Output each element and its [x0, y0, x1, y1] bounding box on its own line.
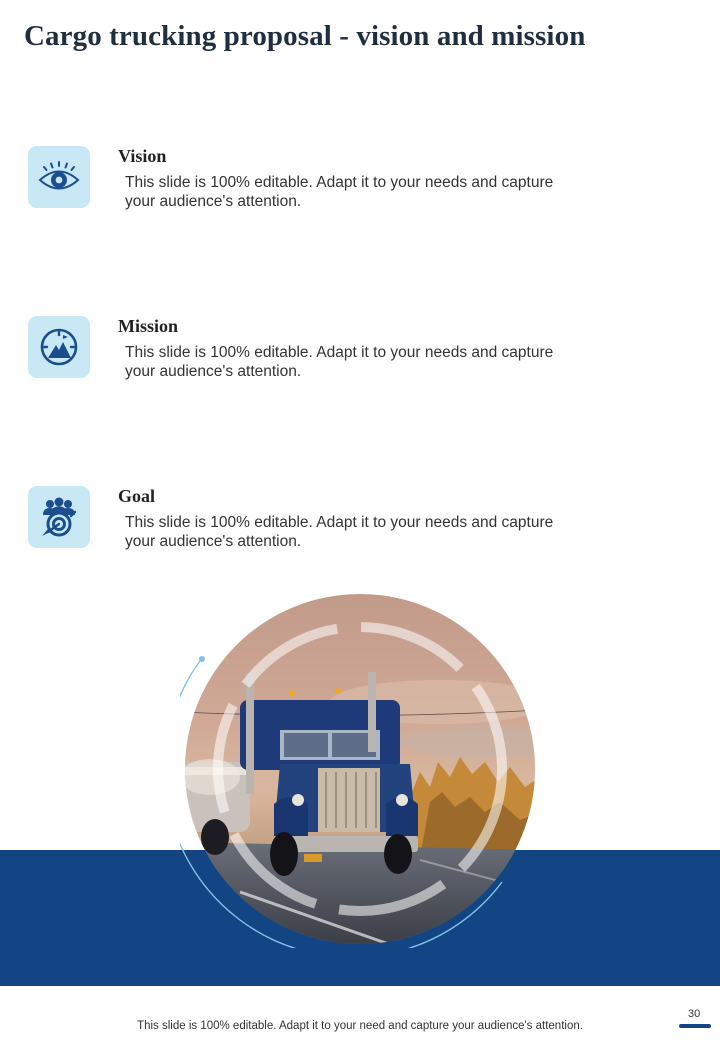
eye-icon [28, 146, 90, 208]
vision-section [28, 146, 588, 210]
item-description: This slide is 100% editable. Adapt it to your needs and capture your audience's attention. [125, 174, 554, 210]
team-target-icon [28, 486, 90, 548]
page-number: 30 [688, 1008, 701, 1020]
footer-text: This slide is 100% editable. Adapt it to your need and capture your audience's attention. [137, 1020, 583, 1032]
mission-section [28, 316, 588, 380]
goal-section [28, 486, 588, 550]
item-heading: Mission [118, 316, 179, 336]
page-number-underline [679, 1024, 711, 1028]
item-description: This slide is 100% editable. Adapt it to your needs and capture your audience's attention. [125, 344, 554, 380]
page-title: Cargo trucking proposal - vision and mission [24, 20, 586, 52]
item-description: This slide is 100% editable. Adapt it to your needs and capture your audience's attention. [125, 514, 554, 550]
truck-photo [180, 592, 540, 948]
item-heading: Goal [118, 486, 156, 506]
compass-mountain-icon [28, 316, 90, 378]
item-heading: Vision [118, 146, 167, 166]
